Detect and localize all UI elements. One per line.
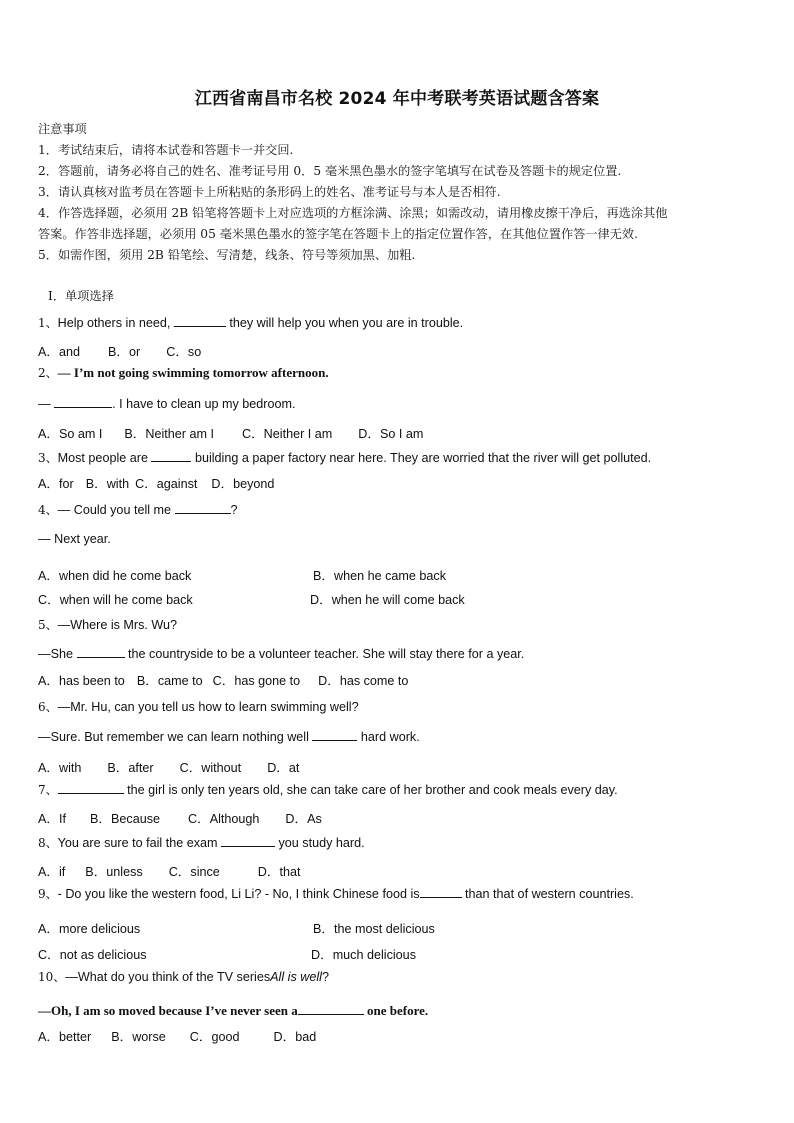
options-q6 — [38, 757, 299, 776]
notice-item: 答案。作答非选择题，必须用 05 毫米黑色墨水的签字笔在答题卡上的指定位置作答，在其他位置作答一律无效. — [38, 227, 638, 241]
question-text: — I’m not going swimming tomorrow afternoon. — [57, 365, 329, 380]
option[interactable]: C．Although — [188, 812, 260, 826]
question-2-line2 — [38, 396, 296, 411]
question-text: building a paper factory near here. They are worried that the river will get polluted. — [191, 451, 652, 465]
question-text: — Could you tell me — [57, 503, 175, 517]
question-number: 2、 — [38, 366, 58, 380]
option[interactable]: A．more delicious — [38, 922, 141, 936]
options-q5 — [38, 670, 408, 689]
option[interactable]: C．when will he come back — [38, 593, 193, 607]
option[interactable]: A．for — [38, 477, 74, 491]
notice-heading: 注意事项 — [38, 122, 87, 136]
option[interactable]: C．so — [166, 345, 202, 359]
question-number: 6、 — [38, 700, 58, 714]
option[interactable]: B．worse — [111, 1030, 166, 1044]
question-number: 10、 — [38, 970, 66, 984]
answer-blank[interactable] — [298, 1003, 364, 1015]
question-text: hard work. — [357, 730, 420, 744]
notice-item: 2．答题前，请务必将自己的姓名、准考证号用 0．5 毫米黑色墨水的签字笔填写在试卷及答题卡的规定位置. — [38, 164, 622, 178]
notice-item: 3．请认真核对监考员在答题卡上所粘贴的条形码上的姓名、准考证号与本人是否相符. — [38, 185, 501, 199]
answer-blank[interactable] — [54, 396, 112, 408]
option[interactable]: B．Neither am I — [124, 427, 214, 441]
question-6-line2 — [38, 729, 420, 744]
question-text: You are sure to fail the exam — [57, 836, 221, 850]
option[interactable]: A．better — [38, 1030, 92, 1044]
question-number: 7、 — [38, 783, 58, 797]
question-text: — — [38, 397, 55, 411]
answer-blank[interactable] — [175, 502, 231, 514]
question-text: —What do you think of the TV series — [65, 970, 271, 984]
question-text: —She — [38, 647, 77, 661]
question-text: —Where is Mrs. Wu? — [57, 618, 178, 632]
options-q1 — [38, 341, 201, 360]
section-title: Ⅰ．单项选择 — [48, 289, 114, 303]
option[interactable]: A．has been to — [38, 674, 125, 688]
question-number: 1、 — [38, 316, 58, 330]
option[interactable]: B．Because — [90, 812, 161, 826]
notice-block — [38, 119, 762, 266]
question-10 — [38, 968, 329, 985]
question-text: the countryside to be a volunteer teacher. She will stay there for a year. — [124, 647, 525, 661]
option[interactable]: B．with — [85, 477, 130, 491]
question-3 — [38, 449, 651, 466]
answer-blank[interactable] — [221, 835, 275, 847]
notice-item: 4．作答选择题，必须用 2B 铅笔将答题卡上对应选项的方框涂满、涂黑；如需改动，请用橡皮擦干净后，再选涂其他 — [38, 206, 668, 220]
option[interactable]: A．if — [38, 865, 66, 879]
option[interactable]: D．As — [285, 812, 322, 826]
option[interactable]: B．the most delicious — [313, 922, 435, 936]
option[interactable]: B．unless — [85, 865, 143, 879]
question-text: . I have to clean up my bedroom. — [112, 397, 296, 411]
question-7 — [38, 781, 618, 798]
series-title: All is well — [270, 970, 322, 984]
answer-blank[interactable] — [151, 450, 191, 462]
question-5-line2 — [38, 646, 524, 661]
option[interactable]: B．when he came back — [313, 569, 447, 583]
options-q10 — [38, 1026, 316, 1045]
question-text: they will help you when you are in trouble. — [225, 316, 464, 330]
option[interactable]: B．or — [108, 345, 141, 359]
option[interactable]: A．and — [38, 345, 81, 359]
question-number: 4、 — [38, 503, 58, 517]
options-q2 — [38, 423, 423, 442]
question-number: 8、 — [38, 836, 58, 850]
option[interactable]: C．since — [168, 865, 220, 879]
option[interactable]: B．after — [107, 761, 154, 775]
page-title: 江西省南昌市名校 2024 年中考联考英语试题含答案 — [194, 89, 600, 109]
question-6 — [38, 698, 359, 715]
question-text: ? — [321, 970, 329, 984]
option[interactable]: A．when did he come back — [38, 569, 192, 583]
question-2 — [38, 364, 329, 381]
option[interactable]: D．beyond — [211, 477, 275, 491]
question-text: - Do you like the western food, Li Li? - No, I think Chinese food is — [57, 887, 420, 901]
option[interactable]: C．has gone to — [212, 674, 301, 688]
option[interactable]: D．at — [267, 761, 300, 775]
option[interactable]: C．good — [189, 1030, 240, 1044]
option[interactable]: A．with — [38, 761, 82, 775]
option[interactable]: D．when he will come back — [310, 593, 465, 607]
question-text: —Mr. Hu, can you tell us how to learn swimming well? — [57, 700, 359, 714]
question-number: 5、 — [38, 618, 58, 632]
question-text: Most people are — [57, 451, 152, 465]
question-1 — [38, 314, 463, 331]
question-number: 3、 — [38, 451, 58, 465]
question-text: —Oh, I am so moved because I’ve never seen a — [38, 1003, 298, 1018]
question-text: Help others in need, — [57, 316, 174, 330]
option[interactable]: C．without — [179, 761, 242, 775]
option[interactable]: D．bad — [273, 1030, 317, 1044]
notice-item: 1．考试结束后，请将本试卷和答题卡一并交回. — [38, 143, 294, 157]
question-text: one before. — [363, 1003, 429, 1018]
option[interactable]: D．So I am — [358, 427, 424, 441]
options-q3 — [38, 473, 274, 492]
option[interactable]: A．So am I — [38, 427, 103, 441]
answer-blank[interactable] — [174, 315, 226, 327]
question-5 — [38, 616, 177, 633]
option[interactable]: A．If — [38, 812, 66, 826]
question-text: —Sure. But remember we can learn nothing well — [38, 730, 313, 744]
option[interactable]: D．much delicious — [311, 948, 416, 962]
question-text: ? — [230, 503, 238, 517]
options-q7 — [38, 808, 322, 827]
answer-blank[interactable] — [77, 646, 125, 658]
question-text: the girl is only ten years old, she can take care of her brother and cook meals every day. — [123, 783, 618, 797]
option[interactable]: D．has come to — [318, 674, 409, 688]
question-4 — [38, 501, 238, 518]
question-text: than that of western countries. — [461, 887, 634, 901]
option[interactable]: D．that — [257, 865, 301, 879]
answer-blank[interactable] — [312, 729, 357, 741]
options-q8 — [38, 861, 301, 880]
question-9 — [38, 885, 634, 902]
option[interactable]: C．Neither I am — [241, 427, 333, 441]
answer-blank[interactable] — [420, 886, 462, 898]
notice-item: 5．如需作图，须用 2B 铅笔绘、写清楚，线条、符号等须加黑、加粗. — [38, 248, 416, 262]
option[interactable]: C．against — [135, 477, 198, 491]
option[interactable]: C．not as delicious — [38, 948, 147, 962]
answer-blank[interactable] — [58, 782, 124, 794]
question-8 — [38, 834, 365, 851]
question-number: 9、 — [38, 887, 58, 901]
question-text: you study hard. — [275, 836, 365, 850]
option[interactable]: B．came to — [136, 674, 203, 688]
question-10-line2 — [38, 1003, 428, 1019]
question-4-answer: — Next year. — [38, 532, 111, 546]
